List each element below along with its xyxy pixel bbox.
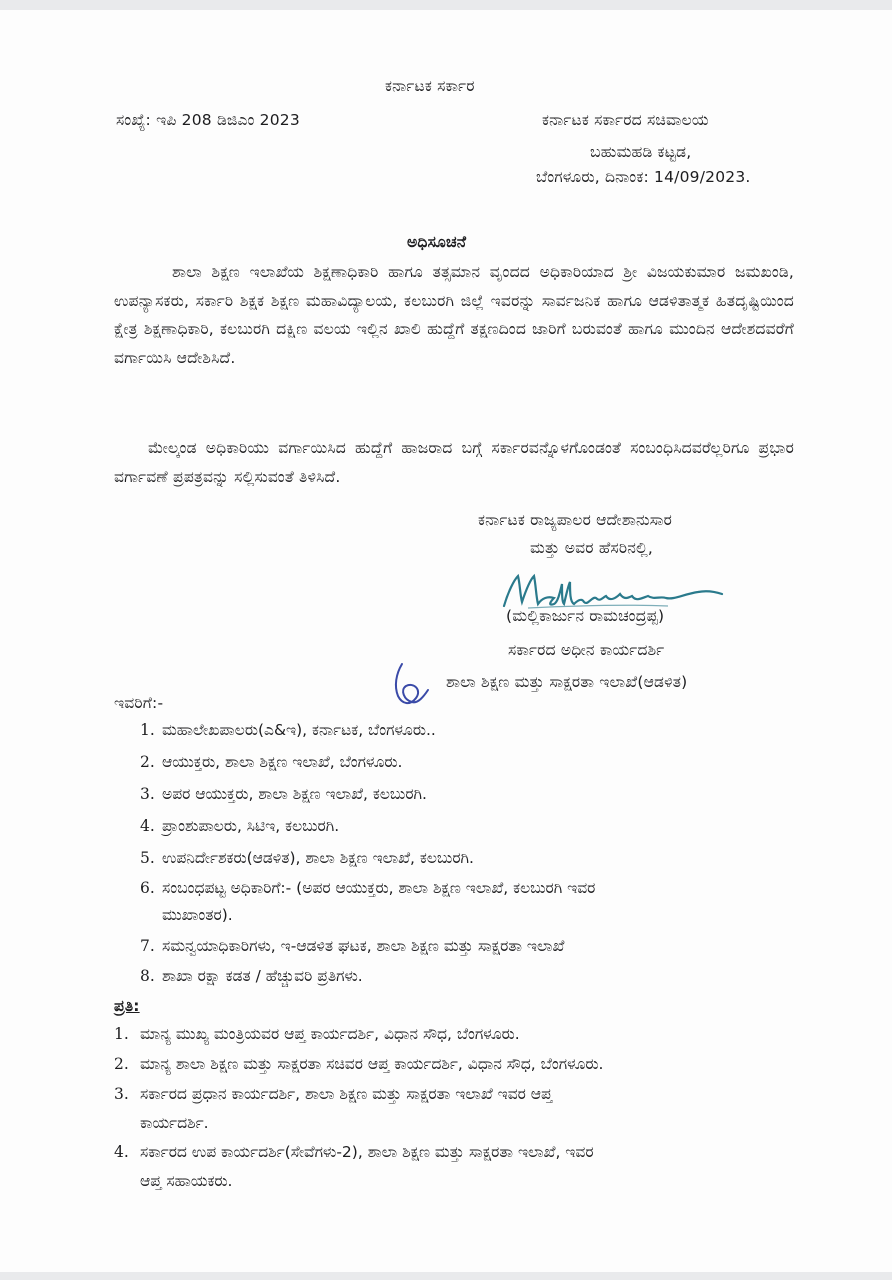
list-number: 3. [140, 785, 155, 803]
signatory-designation: ಸರ್ಕಾರದ ಅಧೀನ ಕಾರ್ಯದರ್ಶಿ [508, 641, 665, 659]
in-name-line: ಮತ್ತು ಅವರ ಹೆಸರಿನಲ್ಲಿ, [530, 539, 654, 557]
governor-order-line: ಕರ್ನಾಟಕ ರಾಜ್ಯಪಾಲರ ಆದೇಶಾನುಸಾರ [478, 511, 673, 529]
body-paragraph-1: ಶಾಲಾ ಶಿಕ್ಷಣ ಇಲಾಖೆಯ ಶಿಕ್ಷಣಾಧಿಕಾರಿ ಹಾಗೂ ತತ್ಸಮಾನ ವೃಂದದ ಅಧಿಕಾರಿಯಾದ ಶ್ರೀ ವಿಜಯಕುಮಾರ ಜಮಖಂಡಿ, ಉಪನ್ಯಾಸಕರು, ಸರ್ಕಾರಿ ಶಿಕ್ಷಕ ಶಿಕ್ಷಣ ಮಹಾವಿದ್ಯಾಲಯ, ಕಲಬುರಗಿ ಜಿಲ್ಲೆ ಇವರನ್ನು ಸಾರ್ವಜನಿಕ ಹಾಗೂ ಆಡಳಿತಾತ್ಮಕ ಹಿತದೃಷ್ಟಿಯಿಂದ ಕ್ಷೇತ್ರ ಶಿಕ್ಷಣಾಧಿಕಾರಿ, ಕಲಬುರಗಿ ದಕ್ಷಿಣ ವಲಯ ಇಲ್ಲಿನ ಖಾಲಿ ಹುದ್ದೆಗೆ ತಕ್ಷಣದಿಂದ ಜಾರಿಗೆ ಬರುವಂತೆ ಹಾಗೂ ಮುಂದಿನ ಆದೇಶದವರೆಗೆ ವರ್ಗಾಯಿಸಿ ಆದೇಶಿಸಿದೆ. [114, 263, 794, 367]
signatory-department: ಶಾಲಾ ಶಿಕ್ಷಣ ಮತ್ತು ಸಾಕ್ಷರತಾ ಇಲಾಖೆ(ಆಡಳಿತ) [446, 673, 688, 691]
list-text: ಸರ್ಕಾರದ ಪ್ರಧಾನ ಕಾರ್ಯದರ್ಶಿ, ಶಾಲಾ ಶಿಕ್ಷಣ ಮತ್ತು ಸಾಕ್ಷರತಾ ಇಲಾಖೆ ಇವರ ಆಪ್ತ [140, 1085, 553, 1103]
list-text: ಸರ್ಕಾರದ ಉಪ ಕಾರ್ಯದರ್ಶಿ(ಸೇವೆಗಳು-2), ಶಾಲಾ ಶಿಕ್ಷಣ ಮತ್ತು ಸಾಕ್ಷರತಾ ಇಲಾಖೆ, ಇವರ [140, 1143, 594, 1161]
list-number: 3. [114, 1085, 129, 1103]
list-number: 2. [140, 753, 155, 771]
list-number: 6. [140, 879, 155, 897]
notification-title: ಅಧಿಸೂಚನೆ [407, 233, 467, 251]
list-text: ಅಪರ ಆಯುಕ್ತರು, ಶಾಲಾ ಶಿಕ್ಷಣ ಇಲಾಖೆ, ಕಲಬುರಗಿ. [162, 785, 427, 803]
office-line-1: ಕರ್ನಾಟಕ ಸರ್ಕಾರದ ಸಚಿವಾಲಯ [542, 111, 709, 129]
body-paragraph-2: ಮೇಲ್ಕಂಡ ಅಧಿಕಾರಿಯು ವರ್ಗಾಯಿಸಿದ ಹುದ್ದೆಗೆ ಹಾಜರಾದ ಬಗ್ಗೆ ಸರ್ಕಾರವನ್ನೊಳಗೊಂಡಂತೆ ಸಂಬಂಧಿಸಿದವರೆಲ್ಲರಿಗೂ ಪ್ರಭಾರ ವರ್ಗಾವಣೆ ಪ್ರಪತ್ರವನ್ನು ಸಲ್ಲಿಸುವಂತೆ ತಿಳಿಸಿದೆ. [114, 439, 794, 486]
list-number: 4. [140, 817, 155, 835]
list-text-continued: ಕಾರ್ಯದರ್ಶಿ. [140, 1114, 209, 1132]
list-number: 1. [114, 1025, 129, 1043]
list-number: 7. [140, 937, 155, 955]
list-number: 8. [140, 967, 155, 985]
list-text: ಶಾಖಾ ರಕ್ಷಾ ಕಡತ / ಹೆಚ್ಚುವರಿ ಪ್ರತಿಗಳು. [162, 967, 363, 985]
list-number: 5. [140, 849, 155, 867]
list-text-continued: ಆಪ್ತ ಸಹಾಯಕರು. [140, 1172, 233, 1190]
list-text: ಸಮನ್ವಯಾಧಿಕಾರಿಗಳು, ಇ-ಆಡಳಿತ ಘಟಕ, ಶಾಲಾ ಶಿಕ್ಷಣ ಮತ್ತು ಸಾಕ್ಷರತಾ ಇಲಾಖೆ [162, 937, 565, 955]
list-text: ಮಾನ್ಯ ಶಾಲಾ ಶಿಕ್ಷಣ ಮತ್ತು ಸಾಕ್ಷರತಾ ಸಚಿವರ ಆಪ್ತ ಕಾರ್ಯದರ್ಶಿ, ವಿಧಾನ ಸೌಧ, ಬೆಂಗಳೂರು. [140, 1055, 604, 1073]
list-text: ಸಂಬಂಧಪಟ್ಟ ಅಧಿಕಾರಿಗೆ:- (ಅಪರ ಆಯುಕ್ತರು, ಶಾಲಾ ಶಿಕ್ಷಣ ಇಲಾಖೆ, ಕಲಬುರಗಿ ಇವರ [162, 879, 596, 897]
copy-heading: ಪ್ರತಿ: [114, 997, 140, 1015]
list-number: 4. [114, 1143, 129, 1161]
list-text: ಮಾನ್ಯ ಮುಖ್ಯ ಮಂತ್ರಿಯವರ ಆಪ್ತ ಕಾರ್ಯದರ್ಶಿ, ವಿಧಾನ ಸೌಧ, ಬೆಂಗಳೂರು. [140, 1025, 520, 1043]
list-text: ಮಹಾಲೇಖಪಾಲರು(ಎ&ಇ), ಕರ್ನಾಟಕ, ಬೆಂಗಳೂರು.. [162, 721, 436, 739]
list-number: 1. [140, 721, 155, 739]
order-number: ಸಂಖ್ಯೆ: ಇಪಿ 208 ಡಿಜಿಎಂ 2023 [116, 111, 300, 129]
initial-mark [388, 656, 434, 716]
document-page [0, 10, 892, 1272]
government-heading: ಕರ್ನಾಟಕ ಸರ್ಕಾರ [385, 77, 475, 95]
list-number: 2. [114, 1055, 129, 1073]
to-heading: ಇವರಿಗೆ:- [114, 694, 164, 712]
signatory-name: (ಮಲ್ಲಿಕಾರ್ಜುನ ರಾಮಚಂದ್ರಪ್ಪ) [506, 607, 665, 625]
list-text: ಪ್ರಾಂಶುಪಾಲರು, ಸಿಟಿಇ, ಕಲಬುರಗಿ. [162, 817, 340, 835]
office-line-2: ಬಹುಮಹಡಿ ಕಟ್ಟಡ, [590, 143, 692, 161]
list-text: ಆಯುಕ್ತರು, ಶಾಲಾ ಶಿಕ್ಷಣ ಇಲಾಖೆ, ಬೆಂಗಳೂರು. [162, 753, 403, 771]
list-text-continued: ಮುಖಾಂತರ). [162, 906, 233, 924]
office-line-3-date: ಬೆಂಗಳೂರು, ದಿನಾಂಕ: 14/09/2023. [536, 168, 751, 186]
list-text: ಉಪನಿರ್ದೇಶಕರು(ಆಡಳಿತ), ಶಾಲಾ ಶಿಕ್ಷಣ ಇಲಾಖೆ, ಕಲಬುರಗಿ. [162, 849, 474, 867]
